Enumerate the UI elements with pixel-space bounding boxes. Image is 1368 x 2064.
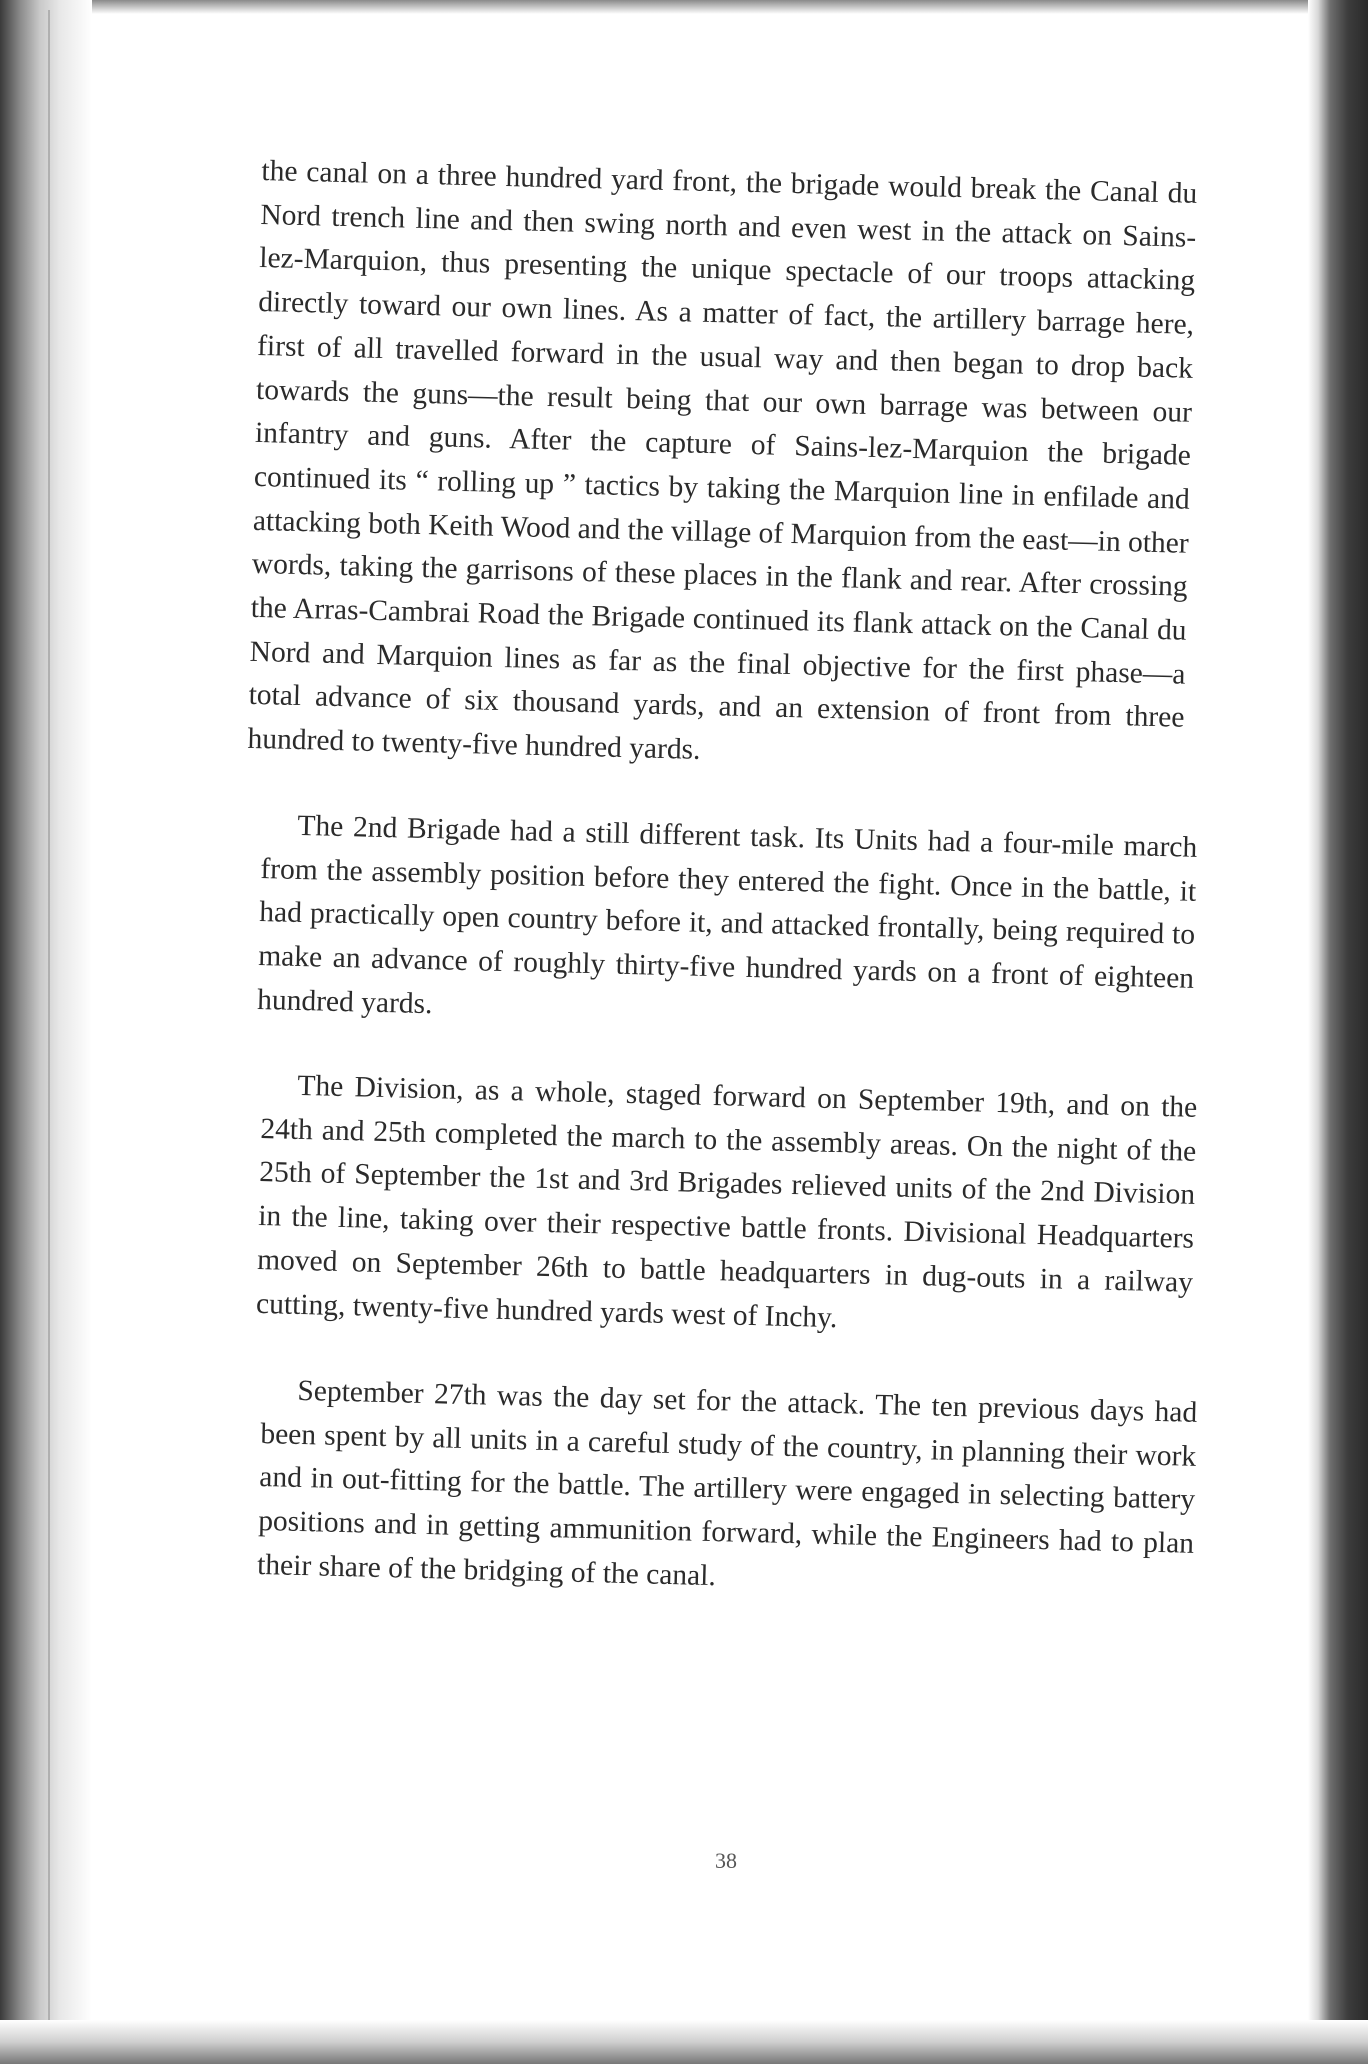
- book-right-edge: [1308, 0, 1368, 2064]
- paragraph-second-brigade: The 2nd Brigade had a still different task. Its Units had a four-mile march from the assembly position before they entered the fight. Once in the battle, it had practically open country before it, and attacked frontally, being required to make an advance of roughly thirty-five hundred yards on a front of eighteen hundred yards.: [256, 809, 1198, 1020]
- book-page: [247, 150, 1198, 1930]
- paragraph-division: The Division, as a whole, staged forward on September 19th, and on the 24th and 25th completed the march to the assembly areas. On the night of the 25th of September the 1st and 3rd Brigades relieved units of the 2nd Division in the line, taking over their respective battle fronts. Divisional Headquarters moved on September 26th to battle headquarters in dug-outs in a railway cutting, twenty-five hundred yards west of Inchy.: [255, 1070, 1198, 1335]
- page-number: 38: [715, 1848, 737, 1873]
- paragraph-continued: the canal on a three hundred yard front, the brigade would break the Canal du Nord trench line and then swing north and even west in the attack on Sains-lez-Marquion, thus presenting the unique spectacle of our troops attacking directly toward our own lines. As a matter of fact, the artillery barrage here, first of all travelled forward in the usual way and then began to drop back towards the guns—the result being that our own barrage was between our infantry and guns. After the capture of Sains-lez-Marquion the brigade continued its “ rolling up ” tactics by taking the Marquion line in enfilade and attacking both Keith Wood and the village of Marquion from the east—in other words, taking the garrisons of these places in the flank and rear. After crossing the Arras-Cambrai Road the Brigade continued its flank attack on the Canal du Nord and Marquion lines as far as the final objective for the first phase—a total advance of six thousand yards, and an extension of front from three hundred to twenty-five hundred yards.: [247, 154, 1198, 767]
- book-spine-edge: [0, 0, 92, 2064]
- paragraph-attack-day: September 27th was the day set for the attack. The ten previous days had been spent by all units in a careful study of the country, in planning their work and in out-fitting for the battle. The artillery were engaged in selecting battery positions and in getting ammunition forward, while the Engineers had to plan their share of the bridging of the canal.: [256, 1374, 1198, 1592]
- book-bottom-edge: [0, 2020, 1368, 2064]
- book-edge-top: [0, 0, 1368, 14]
